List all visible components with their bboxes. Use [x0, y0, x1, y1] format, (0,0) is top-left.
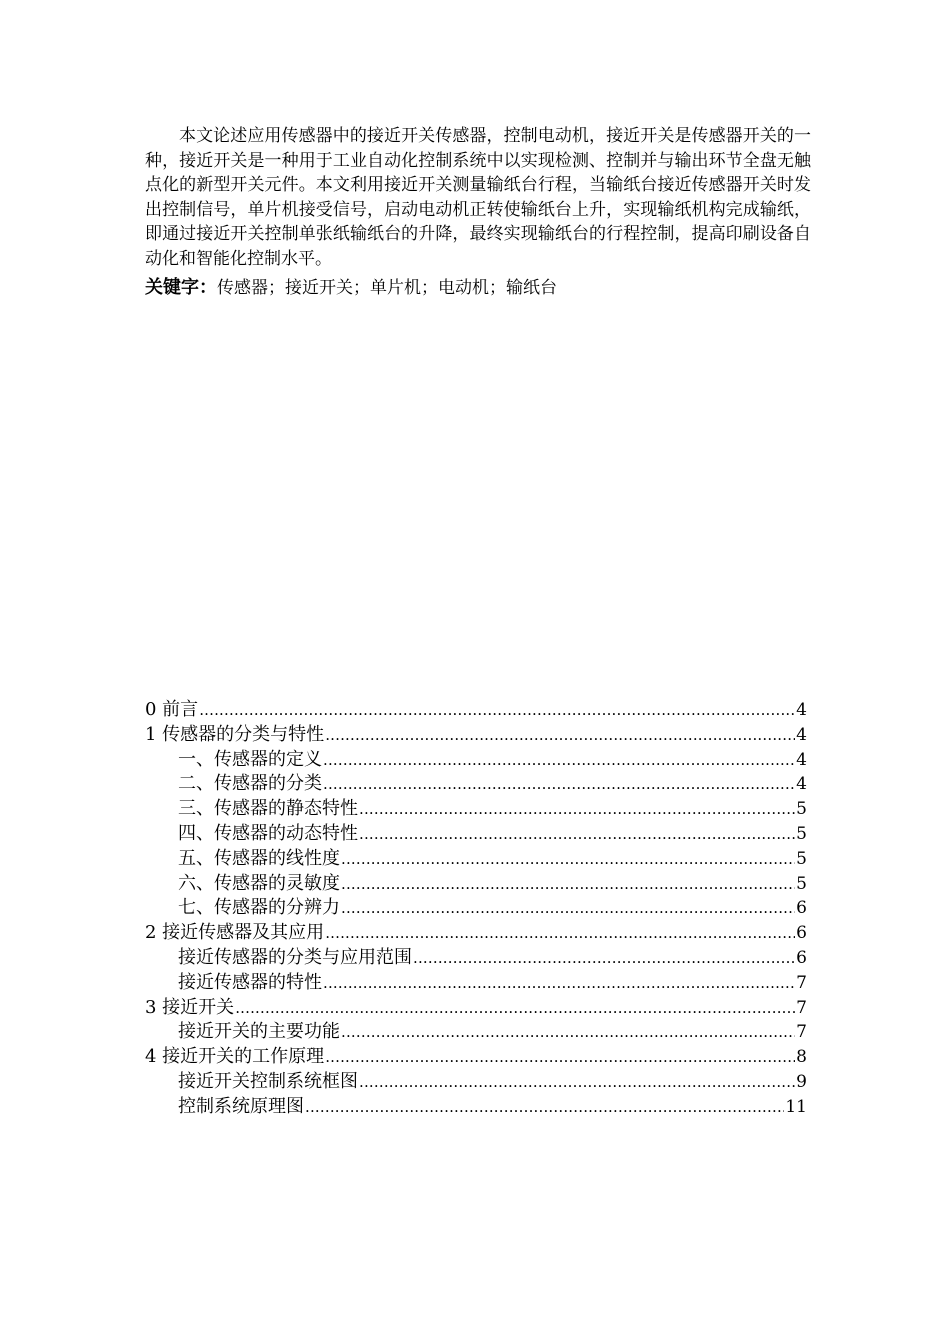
toc-dot-leader: [359, 1070, 795, 1095]
toc-entry-title: 1 传感器的分类与特性: [145, 723, 325, 745]
toc-dot-leader: [323, 748, 795, 773]
toc-entry-page: 5: [796, 873, 807, 894]
toc-dot-leader: [325, 921, 795, 946]
toc-entry-page: 4: [796, 724, 807, 745]
toc-entry-title: 4 接近开关的工作原理: [145, 1046, 325, 1068]
toc-entry[interactable]: [145, 772, 807, 797]
toc-entry-title: 五、传感器的线性度: [178, 847, 340, 869]
toc-entry[interactable]: [145, 822, 807, 847]
toc-dot-leader: [341, 872, 795, 897]
toc-entry-page: 4: [796, 749, 807, 770]
toc-dot-leader: [323, 772, 795, 797]
toc-entry[interactable]: [145, 896, 807, 921]
toc-dot-leader: [325, 1045, 795, 1070]
toc-entry[interactable]: [145, 1095, 807, 1120]
toc-entry-title: 接近传感器的分类与应用范围: [178, 946, 412, 968]
table-of-contents: [145, 698, 807, 1120]
toc-entry[interactable]: [145, 996, 807, 1021]
toc-entry-title: 2 接近传感器及其应用: [145, 922, 325, 944]
toc-dot-leader: [341, 896, 795, 921]
toc-entry-page: 11: [785, 1096, 807, 1117]
toc-entry[interactable]: [145, 1070, 807, 1095]
toc-entry-page: 7: [796, 997, 807, 1018]
toc-dot-leader: [235, 996, 795, 1021]
toc-dot-leader: [305, 1095, 784, 1120]
toc-entry[interactable]: [145, 1045, 807, 1070]
toc-entry-title: 接近开关的主要功能: [178, 1021, 340, 1043]
toc-entry-page: 5: [796, 848, 807, 869]
toc-entry-page: 6: [796, 923, 807, 944]
keywords-line: [145, 276, 811, 300]
toc-entry-title: 接近开关控制系统框图: [178, 1070, 358, 1092]
toc-entry-page: 9: [796, 1071, 807, 1092]
toc-entry[interactable]: [145, 921, 807, 946]
toc-entry-title: 四、传感器的动态特性: [178, 822, 358, 844]
toc-dot-leader: [325, 723, 795, 748]
toc-entry-title: 七、传感器的分辨力: [178, 897, 340, 919]
toc-entry[interactable]: [145, 1020, 807, 1045]
toc-dot-leader: [341, 847, 795, 872]
toc-entry-page: 7: [796, 972, 807, 993]
toc-entry-title: 二、传感器的分类: [178, 773, 322, 795]
toc-entry-title: 控制系统原理图: [178, 1095, 304, 1117]
toc-entry-page: 8: [796, 1047, 807, 1068]
toc-entry[interactable]: [145, 723, 807, 748]
toc-entry-title: 0 前言: [145, 699, 199, 720]
toc-entry-page: 6: [796, 947, 807, 968]
toc-entry[interactable]: [145, 971, 807, 996]
abstract-paragraph: 本文论述应用传感器中的接近开关传感器，控制电动机，接近开关是传感器开关的一种，接近开关是一种用于工业自动化控制系统中以实现检测、控制并与输出环节全盘无触点化的新型开关元件。本文利用接近开关测量输纸台行程，当输纸台接近传感器开关时发出控制信号，单片机接受信号，启动电动机正转使输纸台上升，实现输纸机构完成输纸，即通过接近开关控制单张纸输纸台的升降，最终实现输纸台的行程控制，提高印刷设备自动化和智能化控制水平。: [145, 126, 811, 269]
toc-entry-title: 3 接近开关: [145, 996, 235, 1018]
toc-entry[interactable]: [145, 698, 807, 723]
toc-dot-leader: [341, 1020, 795, 1045]
toc-entry[interactable]: [145, 748, 807, 773]
keywords-text: 传感器；接近开关；单片机；电动机；输纸台: [217, 278, 557, 298]
toc-entry-page: 6: [796, 898, 807, 919]
toc-dot-leader: [199, 698, 795, 723]
toc-entry-title: 三、传感器的静态特性: [178, 798, 358, 820]
toc-entry-page: 4: [796, 700, 807, 720]
toc-entry[interactable]: [145, 797, 807, 822]
toc-entry-page: 7: [796, 1022, 807, 1043]
toc-dot-leader: [413, 946, 795, 971]
toc-entry-title: 接近传感器的特性: [178, 971, 322, 993]
toc-entry-title: 一、传感器的定义: [178, 748, 322, 770]
toc-dot-leader: [359, 822, 795, 847]
toc-entry[interactable]: [145, 847, 807, 872]
toc-entry[interactable]: [145, 872, 807, 897]
toc-entry-page: 5: [796, 799, 807, 820]
keywords-label: 关键字：: [145, 277, 217, 298]
toc-entry-page: 4: [796, 774, 807, 795]
toc-entry-title: 六、传感器的灵敏度: [178, 872, 340, 894]
toc-entry-page: 5: [796, 823, 807, 844]
toc-dot-leader: [323, 971, 795, 996]
toc-dot-leader: [359, 797, 795, 822]
toc-entry[interactable]: [145, 946, 807, 971]
